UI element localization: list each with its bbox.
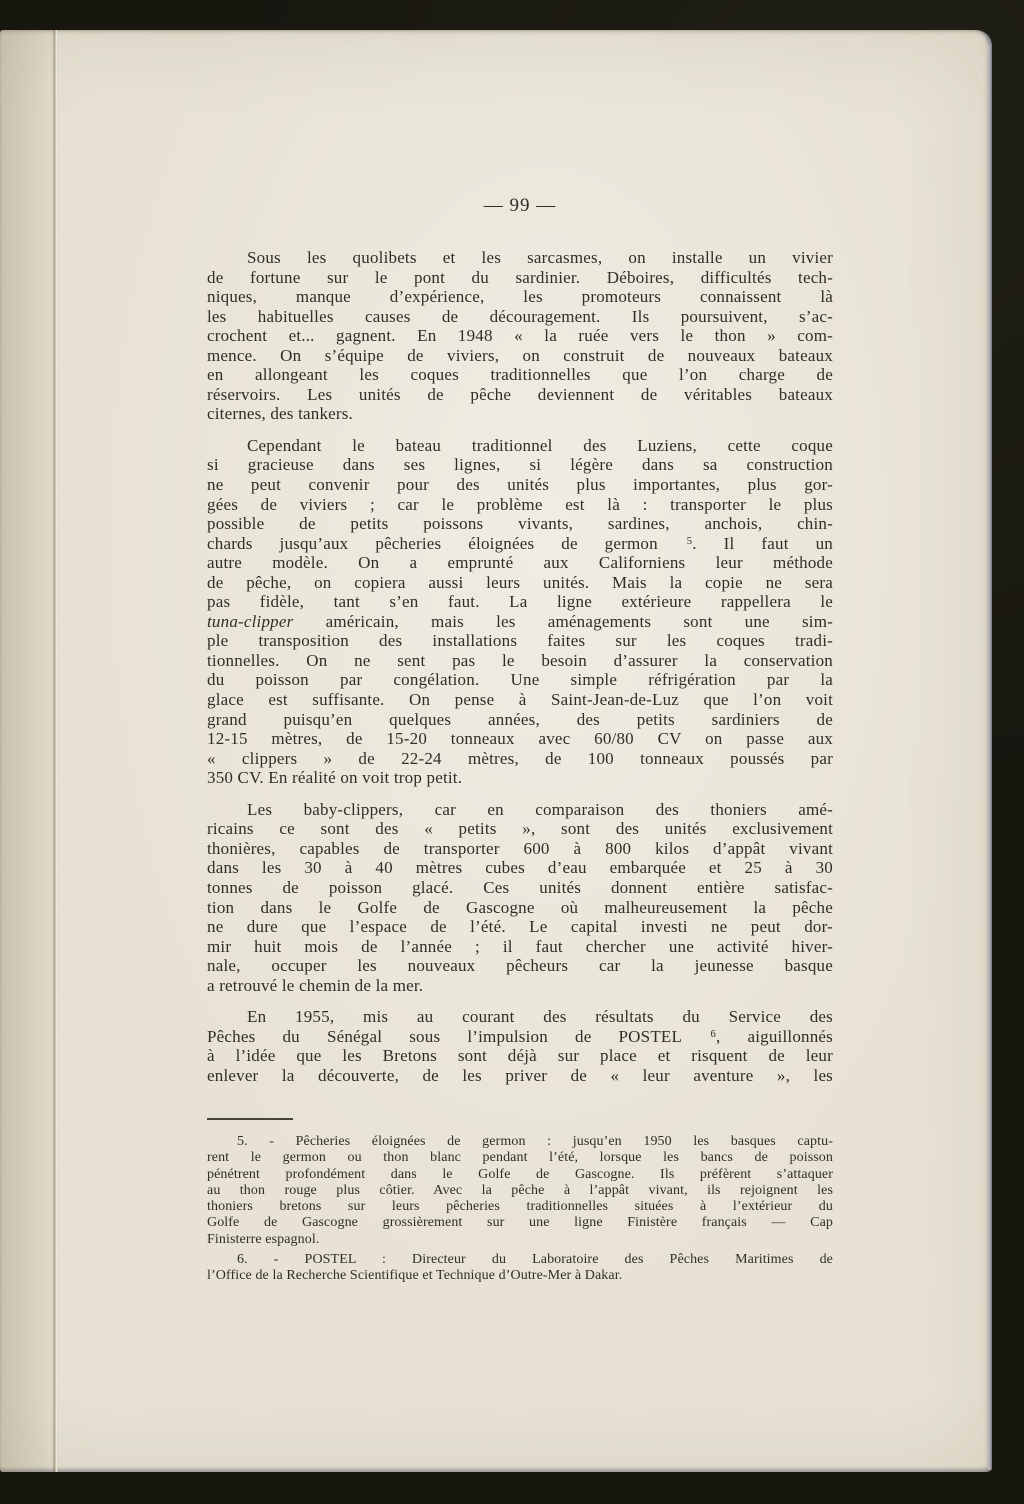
text-line: Sous les quolibets et les sarcasmes, on installe un vivier (247, 248, 833, 267)
text-line: autre modèle. On a emprunté aux Californiens leur méthode (207, 553, 833, 573)
text-line: 6. - POSTEL : Directeur du Laboratoire des Pêches Maritimes de (237, 1252, 833, 1268)
text-line: pénétrent profondément dans le Golfe de Gascogne. Ils préfèrent s’attaquer (207, 1166, 833, 1182)
text-line: Golfe de Gascogne grossièrement sur une ligne Finistère français — Cap (207, 1215, 833, 1231)
text-line: du poisson par congélation. Une simple réfrigération par la (207, 670, 833, 690)
text-line: enlever la découverte, de les priver de « leur aventure », les (207, 1065, 833, 1085)
page-number: — 99 — (483, 195, 557, 216)
page-body (207, 248, 833, 1097)
footnote-reference: 5 (686, 535, 693, 547)
text-line: a retrouvé le chemin de la mer. (207, 975, 424, 995)
text-line: l’Office de la Recherche Scientifique et Technique d’Outre-Mer à Dakar. (207, 1268, 623, 1284)
text-line: glace est suffisante. On pense à Saint-Jean-de-Luz que l’on voit (207, 690, 833, 710)
body-paragraph (207, 248, 833, 424)
text-line: gées de viviers ; car le problème est là : transporter le plus (207, 494, 833, 514)
text-line: tuna-clipper américain, mais les aménagements sont une sim- (207, 611, 833, 631)
text-line: Pêches du Sénégal sous l’impulsion de POSTEL $^6$, aiguillonnés (207, 1026, 833, 1046)
text-line: « clippers » de 22-24 mètres, de 100 tonneaux poussés par (207, 748, 833, 768)
text-line: crochent et... gagnent. En 1948 « la ruée vers le thon » com- (207, 326, 833, 346)
text-line: thoniers bretons sur leurs pêcheries traditionnelles situées à l’extérieur du (207, 1199, 833, 1215)
body-paragraph (207, 436, 833, 788)
text-line: les habituelles causes de découragement. Ils poursuivent, s’ac- (207, 306, 833, 326)
text-line: tionnelles. On ne sent pas le besoin d’assurer la conservation (207, 650, 833, 670)
text-line: En 1955, mis au courant des résultats du Service des (247, 1007, 833, 1027)
text-line: 5. - Pêcheries éloignées de germon : jusqu’en 1950 les basques captu- (237, 1134, 833, 1149)
text-line: Finisterre espagnol. (207, 1231, 320, 1247)
text-line: rent le germon ou thon blanc pendant l’été, lorsque les bancs de poisson (207, 1150, 833, 1166)
text-line: nale, occuper les nouveaux pêcheurs car la jeunesse basque (207, 956, 833, 976)
text-line: mir huit mois de l’année ; il faut chercher une activité hiver- (207, 936, 833, 956)
text-line: mence. On s’équipe de viviers, on construit de nouveaux bateaux (207, 345, 833, 365)
text-line: si gracieuse dans ses lignes, si légère dans sa construction (207, 455, 833, 475)
text-line: dans les 30 à 40 mètres cubes d’eau embarquée et 25 à 30 (207, 858, 833, 878)
text-line: 350 CV. En réalité on voit trop petit. (207, 768, 463, 788)
text-line: au thon rouge plus côtier. Avec la pêche à l’appât vivant, ils rejoignent les (207, 1182, 833, 1198)
text-line: thonières, capables de transporter 600 à 800 kilos d’appât vivant (207, 838, 833, 858)
text-line: ricains ce sont des « petits », sont des unités exclusivement (207, 819, 833, 839)
body-paragraph (207, 1007, 833, 1085)
body-paragraph (207, 800, 833, 995)
text-line: ne peut convenir pour des unités plus importantes, plus gor- (207, 475, 833, 495)
text-line: possible de petits poissons vivants, sardines, anchois, chin- (207, 514, 833, 534)
text-line: chards jusqu’aux pêcheries éloignées de germon $^5$. Il faut un (207, 533, 834, 553)
binding-gutter-shadow (0, 30, 58, 1472)
text-line: grand puisqu’en quelques années, des petits sardiniers de (207, 709, 833, 729)
text-line: tonnes de poisson glacé. Ces unités donnent entière satisfac- (207, 877, 833, 897)
text-line: citernes, des tankers. (207, 404, 354, 424)
text-line: 12-15 mètres, de 15-20 tonneaux avec 60/80 CV on passe aux (207, 729, 833, 749)
text-line: de fortune sur le pont du sardinier. Déboires, difficultés tech- (207, 267, 833, 287)
page-gutter-crease (52, 30, 58, 1472)
text-line: à l’idée que les Bretons sont déjà sur place et risquent de leur (207, 1046, 833, 1066)
footnote-separator (207, 1118, 293, 1120)
text-line: pas fidèle, tant s’en faut. La ligne extérieure rappellera le (207, 592, 833, 612)
footnote-reference: 6 (710, 1028, 716, 1040)
text-line: en allongeant les coques traditionnelles que l’on charge de (207, 365, 833, 385)
book-page (0, 30, 992, 1472)
page-edge (988, 44, 992, 1470)
text-line: ne dure que l’espace de l’été. Le capital investi ne peut dor- (207, 917, 833, 937)
footnotes-section (207, 1134, 833, 1289)
text-line: de pêche, on copiera aussi leurs unités. Mais la copie ne sera (207, 572, 833, 592)
footnote (207, 1134, 833, 1248)
text-line: Cependant le bateau traditionnel des Luziens, cette coque (247, 435, 833, 455)
text-line: niques, manque d’expérience, les promoteurs connaissent là (207, 287, 833, 307)
text-line: tion dans le Golfe de Gascogne où malheureusement la pêche (207, 897, 833, 917)
text-line: Les baby-clippers, car en comparaison des thoniers amé- (247, 799, 833, 819)
text-line: réservoirs. Les unités de pêche deviennent de véritables bateaux (207, 384, 833, 404)
text-line: ple transposition des installations faites sur les coques tradi- (207, 631, 833, 651)
footnote (207, 1252, 833, 1285)
